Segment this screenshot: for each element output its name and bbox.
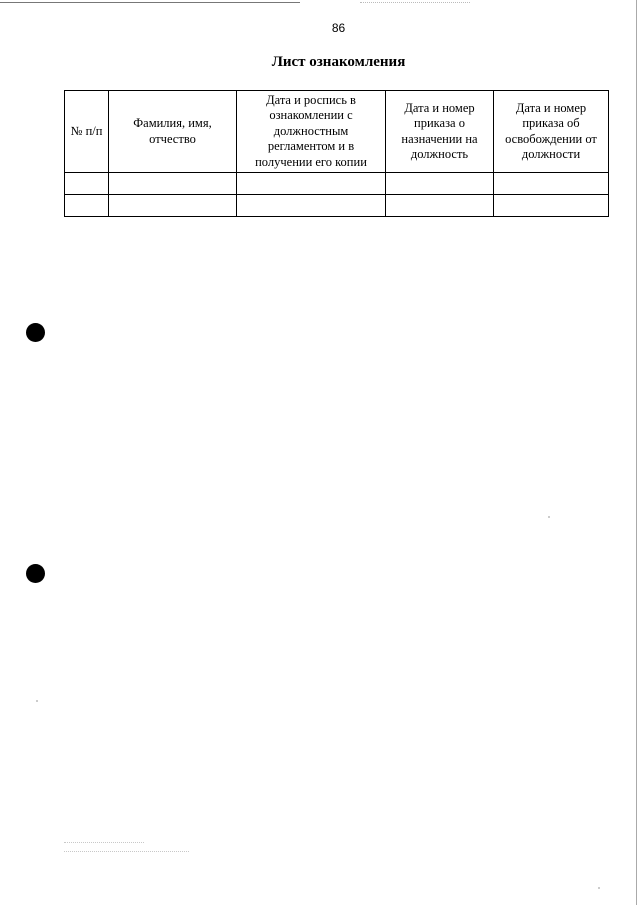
table-cell bbox=[65, 195, 109, 217]
table-cell bbox=[386, 195, 494, 217]
header-number: № п/п bbox=[65, 91, 109, 173]
table-cell bbox=[386, 173, 494, 195]
document-title: Лист ознакомления bbox=[271, 54, 406, 70]
table-cell bbox=[65, 173, 109, 195]
header-full-name: Фамилия, имя, отчество bbox=[109, 91, 237, 173]
scan-speck bbox=[36, 700, 38, 702]
header-appointment-order: Дата и номер приказа о назначении на должность bbox=[386, 91, 494, 173]
scan-speck bbox=[598, 887, 600, 889]
right-scan-edge bbox=[636, 0, 637, 905]
punch-hole bbox=[26, 323, 45, 342]
table-cell bbox=[109, 195, 237, 217]
table-cell bbox=[494, 173, 609, 195]
page-number: 86 bbox=[331, 21, 346, 35]
top-scan-rule bbox=[0, 2, 300, 3]
table-cell bbox=[109, 173, 237, 195]
table-row bbox=[65, 173, 609, 195]
top-scan-rule-faint bbox=[360, 2, 470, 3]
header-acknowledgement-date-signature: Дата и роспись в ознакомлении с должностным регламентом и в получении его копии bbox=[237, 91, 386, 173]
table-cell bbox=[237, 173, 386, 195]
table-header-row bbox=[65, 91, 609, 173]
table-cell bbox=[237, 195, 386, 217]
acknowledgement-table bbox=[64, 90, 609, 217]
faint-stamp-mark bbox=[64, 842, 204, 866]
header-dismissal-order: Дата и номер приказа об освобождении от должности bbox=[494, 91, 609, 173]
table-cell bbox=[494, 195, 609, 217]
scan-speck bbox=[548, 516, 550, 518]
table-row bbox=[65, 195, 609, 217]
punch-hole bbox=[26, 564, 45, 583]
